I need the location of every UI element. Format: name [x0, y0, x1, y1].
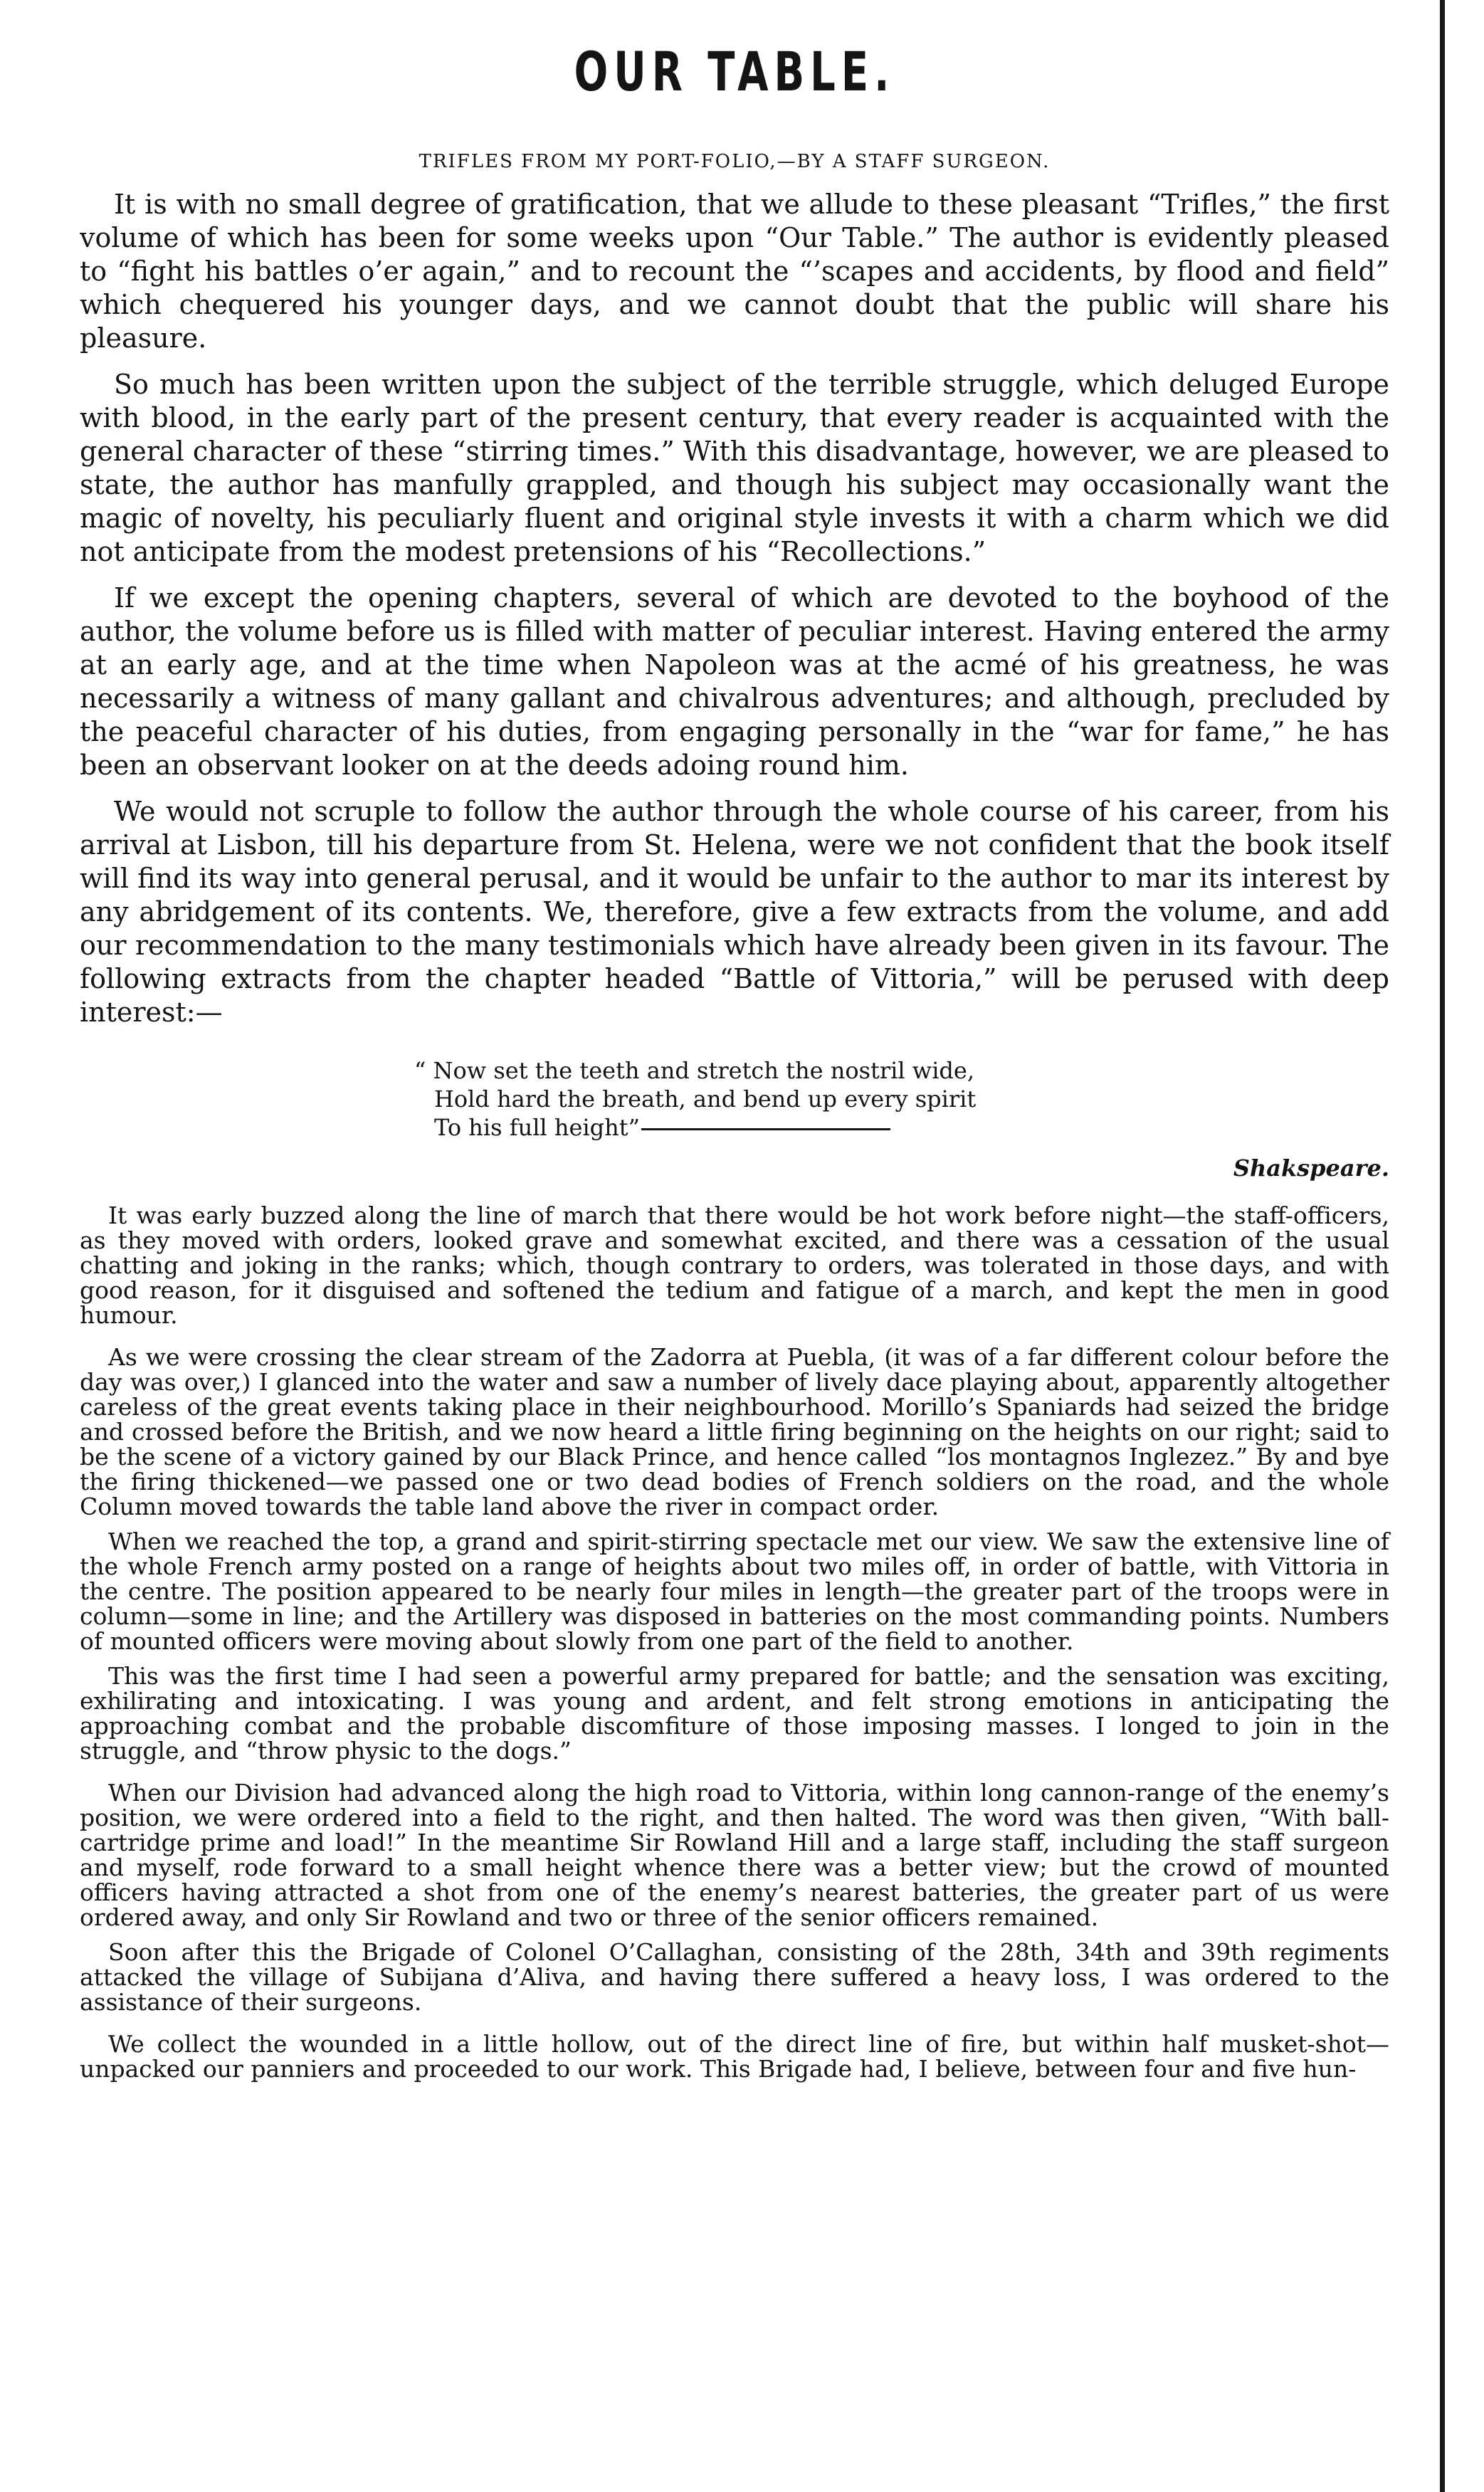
epigraph-line-3-text: To his full height”	[434, 1114, 640, 1141]
review-paragraph-4: We would not scruple to follow the author through the whole course of his career, from his arrival at Lisbon, till his departure from St. Helena, were we not confident that the book itself will find its way into general perusal, and it would be unfair to the author to mar its interest by any abridgement of its contents. We, therefore, give a few extracts from the volume, and add our recommendation to the many testimonials which have already been given in its favour. The following extracts from the chapter headed “Battle of Vittoria,” will be perused with deep interest:—	[80, 796, 1389, 1028]
review-paragraph-2: So much has been written upon the subject of the terrible struggle, which deluged Europe with blood, in the early part of the present century, that every reader is acquainted with the general character of these “stirring times.” With this disadvantage, however, we are pleased to state, the author has manfully grappled, and though his subject may occasionally want the magic of novelty, his peculiarly fluent and original style invests it with a charm which we did not anticipate from the modest pretensions of his “Recollections.”	[80, 369, 1389, 567]
extract-paragraph-7: We collect the wounded in a little hollow, out of the direct line of fire, but within half musket-shot—unpacked our panniers and proceeded to our work. This Brigade had, I believe, between four and five hun-	[80, 2030, 1389, 2083]
extract-paragraph-5: When our Division had advanced along the high road to Vittoria, within long cannon-range of the enemy’s position, we were ordered into a field to the right, and then halted. The word was then given, “With ball-cartridge prime and load!” In the meantime Sir Rowland Hill and a large staff, including the staff surgeon and myself, rode forward to a small height whence there was a better view; but the crowd of mounted officers having attracted a shot from one of the enemy’s nearest batteries, the greater part of us were ordered away, and only Sir Rowland and two or three of the senior officers remained.	[80, 1779, 1389, 1931]
epigraph-line-3	[414, 1113, 1389, 1142]
epigraph-line-2: Hold hard the breath, and bend up every spirit	[434, 1085, 977, 1113]
article	[80, 41, 1389, 2091]
review-paragraph-3: If we except the opening chapters, several of which are devoted to the boyhood of the author, the volume before us is filled with matter of peculiar interest. Having entered the army at an early age, and at the time when Napoleon was at the acmé of his greatness, he was necessarily a witness of many gallant and chivalrous adventures; and although, precluded by the peaceful character of his duties, from engaging personally in the “war for fame,” he has been an observant looker on at the deeds adoing round him.	[80, 582, 1389, 781]
epigraph-dash-rule	[641, 1128, 890, 1130]
epigraph-attribution: Shakspeare.	[1233, 1155, 1389, 1182]
extract-paragraph-6: Soon after this the Brigade of Colonel O’Callaghan, consisting of the 28th, 34th and 39th regiments attacked the village of Subijana d’Aliva, and having there suffered a heavy loss, I was ordered to the assistance of their surgeons.	[80, 1938, 1389, 2016]
extract-paragraph-4: This was the first time I had seen a powerful army prepared for battle; and the sensation was exciting, exhilirating and intoxicating. I was young and ardent, and felt strong emotions in anticipating the approaching combat and the probable discomfiture of those imposing masses. I longed to join in the struggle, and “throw physic to the dogs.”	[80, 1662, 1389, 1765]
page-edge-rule	[1440, 0, 1445, 2492]
extract-paragraph-2: As we were crossing the clear stream of the Zadorra at Puebla, (it was of a far different colour before the day was over,) I glanced into the water and saw a number of lively dace playing about, apparently altogether careless of the great events taking place in their neighbourhood. Morillo’s Spaniards had seized the bridge and crossed before the British, and we now heard a little firing beginning on the heights on our right; said to be the scene of a victory gained by our Black Prince, and hence called “los montagnos Inglezez.” By and bye the firing thickened—we passed one or two dead bodies of French soldiers on the road, and the whole Column moved towards the table land above the river in compact order.	[80, 1343, 1389, 1520]
epigraph	[414, 1056, 1389, 1142]
extract-paragraph-1: It was early buzzed along the line of march that there would be hot work before night—the staff-officers, as they moved with orders, looked grave and somewhat excited, and there was a cessation of the usual chatting and joking in the ranks; which, though contrary to orders, was tolerated in those days, and with good reason, for it disguised and softened the tedium and fatigue of a march, and kept the men in good humour.	[80, 1202, 1389, 1329]
review-heading: TRIFLES FROM MY PORT-FOLIO,—BY A STAFF SURGEON.	[419, 151, 1051, 172]
review-paragraph-1: It is with no small degree of gratification, that we allude to these pleasant “Trifles,” the first volume of which has been for some weeks upon “Our Table.” The author is evidently pleased to “fight his battles o’er again,” and to recount the “’scapes and accidents, by flood and field” which chequered his younger days, and we cannot doubt that the public will share his pleasure.	[80, 189, 1389, 354]
epigraph-line-1: “ Now set the teeth and stretch the nostril wide,	[414, 1057, 975, 1084]
page-title: OUR TABLE.	[574, 41, 895, 104]
extract-paragraph-3: When we reached the top, a grand and spirit-stirring spectacle met our view. We saw the extensive line of the whole French army posted on a range of heights about two miles off, in order of battle, with Vittoria in the centre. The position appeared to be nearly four miles in length—the greater part of the troops were in column—some in line; and the Artillery was disposed in batteries on the most commanding points. Numbers of mounted officers were moving about slowly from one part of the field to another.	[80, 1528, 1389, 1655]
